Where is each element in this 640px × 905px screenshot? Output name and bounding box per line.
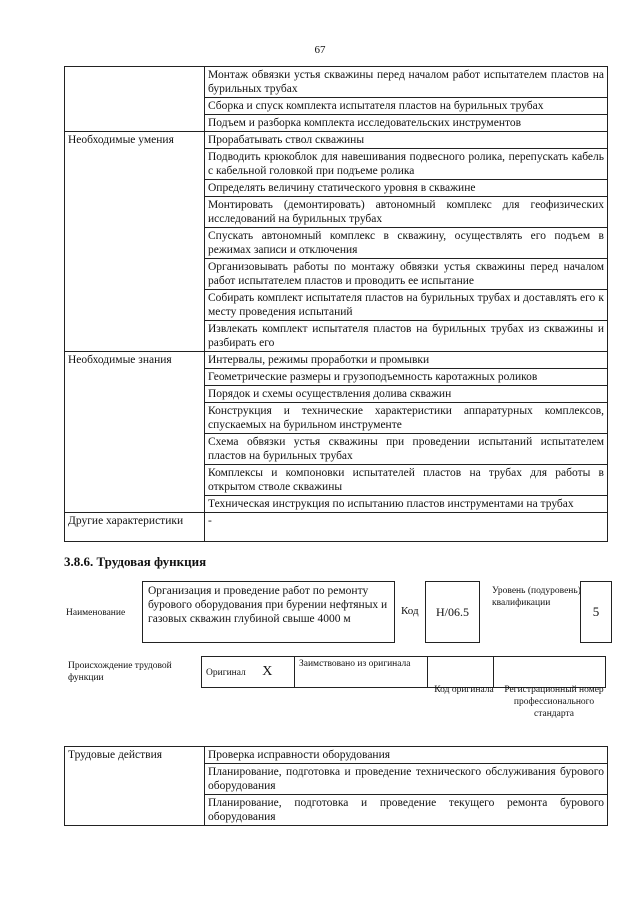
origin-label: Происхождение трудовой функции (68, 661, 172, 683)
origin-row (64, 656, 612, 719)
list-item: Интервалы, режимы проработки и промывки (205, 352, 608, 369)
table-row (65, 747, 608, 764)
list-item: Планирование, подготовка и проведение технического обслуживания бурового оборудования (205, 764, 608, 795)
list-item: Прорабатывать ствол скважины (205, 132, 608, 149)
section-heading: 3.8.6. Трудовая функция (64, 554, 207, 569)
list-item: Проверка исправности оборудования (205, 747, 608, 764)
original-mark: X (262, 664, 273, 679)
list-item: Собирать комплект испытателя пластов на бурильных трубах и доставлять его к месту проведения испытаний (205, 290, 608, 321)
registration-number-cell (494, 657, 606, 688)
actions-table (64, 746, 608, 826)
list-item: Определять величину статического уровня в скважине (205, 180, 608, 197)
list-item: Порядок и схемы осуществления долива скважин (205, 386, 608, 403)
list-item: Сборка и спуск комплекта испытателя пластов на бурильных трубах (205, 98, 608, 115)
skills-label: Необходимые умения (65, 132, 205, 352)
function-code: H/06.5 (425, 581, 480, 643)
table-row (202, 657, 606, 688)
borrowed-label: Заимствовано из оригинала (295, 657, 428, 688)
other-characteristics-label: Другие характеристики (65, 513, 205, 542)
table-row (65, 67, 608, 98)
code-label: Код (401, 605, 419, 617)
qualification-level-value: 5 (580, 581, 612, 643)
list-item: Конструкция и технические характеристики аппаратурных комплексов, спускаемых на бурильном инструменте (205, 403, 608, 434)
knowledge-label: Необходимые знания (65, 352, 205, 513)
table-row (65, 132, 608, 149)
registration-number-caption: Регистрационный номер профессионального стандарта (504, 685, 604, 719)
function-header (64, 581, 612, 643)
other-characteristics-value: - (205, 513, 608, 542)
empty-category-cell (65, 67, 205, 132)
list-item: Комплексы и компоновки испытателей пластов на трубах для работы в открытом стволе скважины (205, 465, 608, 496)
list-item: Планирование, подготовка и проведение текущего ремонта бурового оборудования (205, 795, 608, 826)
original-cell (202, 657, 295, 688)
list-item: Геометрические размеры и грузоподъемность каротажных роликов (205, 369, 608, 386)
list-item: Организовывать работы по монтажу обвязки устья скважины перед началом работ испытателем пластов и проводить ее испытание (205, 259, 608, 290)
actions-label: Трудовые действия (65, 747, 205, 826)
list-item: Техническая инструкция по испытанию пластов инструментами на трубах (205, 496, 608, 513)
list-item: Монтировать (демонтировать) автономный комплекс для геофизических исследований на бурильных трубах (205, 197, 608, 228)
page-number: 67 (314, 44, 326, 56)
original-code-caption: Код оригинала (434, 685, 494, 695)
qualification-level-label: Уровень (подуровень) квалификации (492, 586, 581, 608)
original-code-cell (428, 657, 494, 688)
list-item: Подъем и разборка комплекта исследовательских инструментов (205, 115, 608, 132)
table-row (65, 513, 608, 542)
list-item: Схема обвязки устья скважины при проведении испытаний испытателем пластов на бурильных трубах (205, 434, 608, 465)
list-item: Монтаж обвязки устья скважины перед началом работ испытателем пластов на бурильных трубах (205, 67, 608, 98)
list-item: Извлекать комплект испытателя пластов на бурильных трубах из скважины и разбирать его (205, 321, 608, 352)
requirements-table (64, 66, 608, 542)
name-label: Наименование (66, 608, 126, 618)
function-name: Организация и проведение работ по ремонту бурового оборудования при бурении нефтяных и газовых скважин глубиной свыше 4000 м (142, 581, 395, 643)
table-row (65, 352, 608, 369)
original-label: Оригинал (206, 668, 246, 678)
list-item: Подводить крюкоблок для навешивания подвесного ролика, перепускать кабель с кабельной головкой при подъеме ролика (205, 149, 608, 180)
list-item: Спускать автономный комплекс в скважину, осуществлять его подъем в режимах записи и отключения (205, 228, 608, 259)
